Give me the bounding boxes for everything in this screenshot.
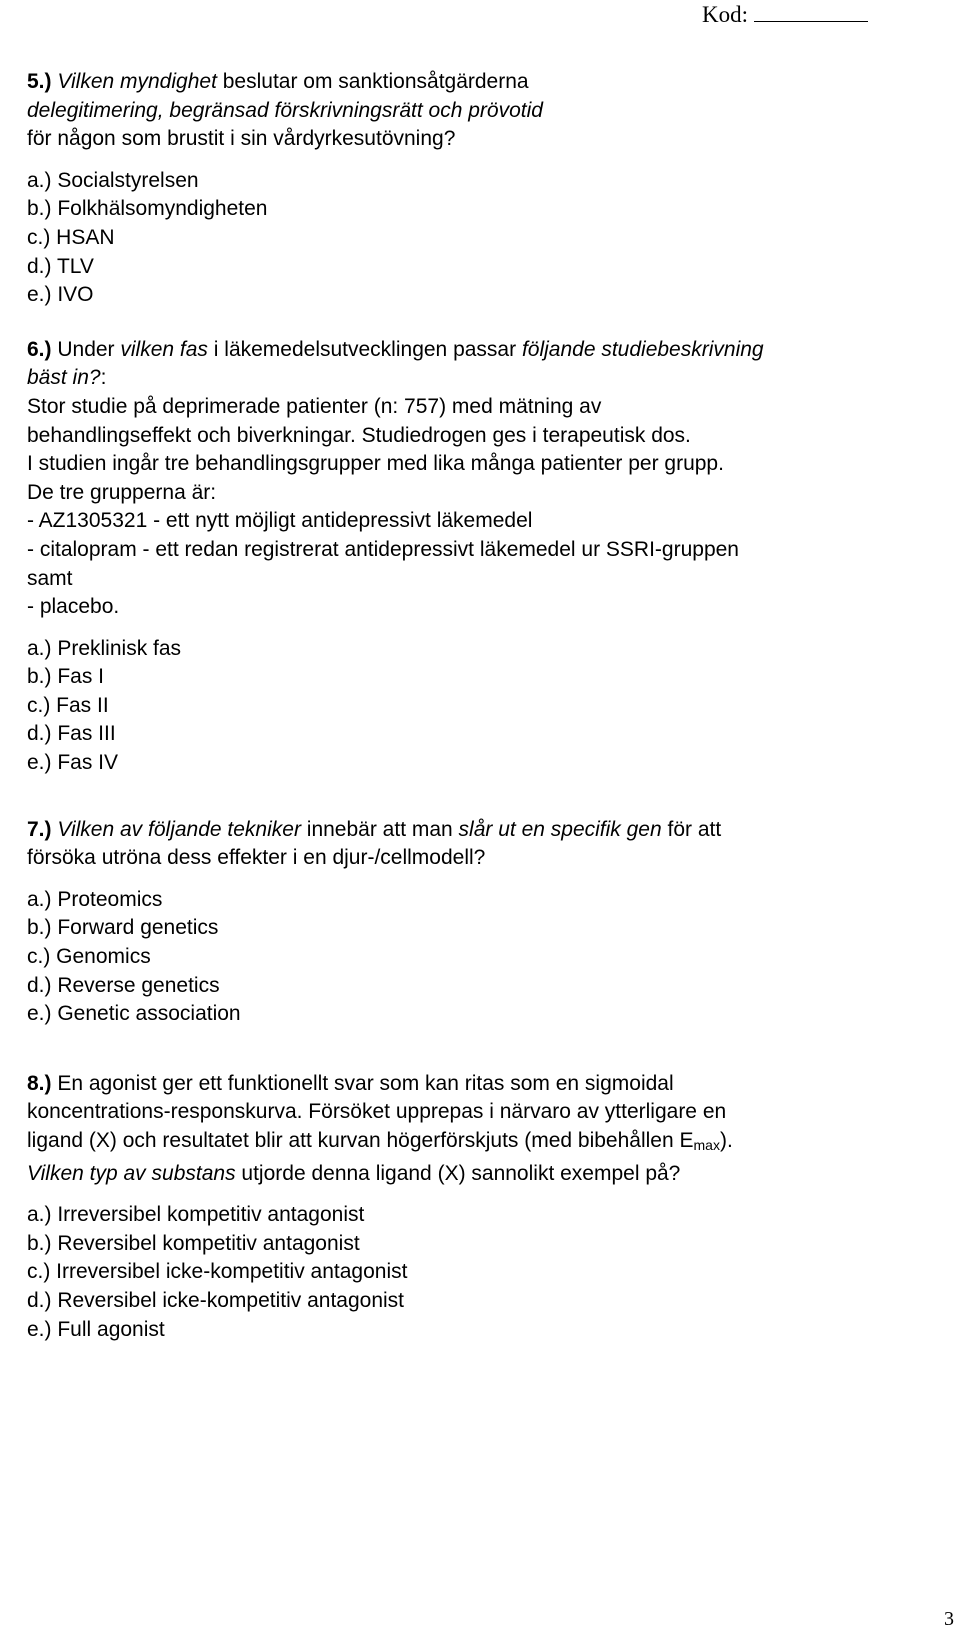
question-5-line-2: delegitimering, begränsad förskrivningsrätt och prövotid [27,98,543,122]
option-a: a.) Irreversibel kompetitiv antagonist [27,1203,365,1227]
option-b: b.) Forward genetics [27,916,219,940]
question-7-options [27,886,927,1029]
question-6-line-1: 6.) Under vilken fas i läkemedelsutvecklingen passar följande studiebeskrivning [27,337,764,361]
page-number: 3 [944,1608,954,1630]
option-a: a.) Socialstyrelsen [27,168,199,192]
question-7-line-2: försöka utröna dess effekter i en djur-/cellmodell? [27,846,486,870]
question-6-number: 6.) [27,337,52,361]
question-6 [27,336,927,778]
option-c: c.) Irreversibel icke-kompetitiv antagonist [27,1260,408,1284]
question-8-line-4: Vilken typ av substans utjorde denna ligand (X) sannolikt exempel på? [27,1161,681,1185]
question-8-options [27,1201,927,1344]
question-5-line-1: 5.) Vilken myndighet beslutar om sanktionsåtgärderna [27,70,529,93]
question-7-number: 7.) [27,817,52,841]
option-d: d.) Reversibel icke-kompetitiv antagonist [27,1288,404,1312]
option-b: b.) Reversibel kompetitiv antagonist [27,1231,360,1255]
question-5-options [27,167,927,310]
study-description-line: Stor studie på deprimerade patienter (n: 757) med mätning av [27,394,602,418]
option-c: c.) HSAN [27,225,115,249]
question-8-line-1: 8.) En agonist ger ett funktionellt svar som kan ritas som en sigmoidal [27,1071,674,1095]
code-field [702,2,868,28]
study-description-line: - placebo. [27,595,120,619]
question-8 [27,1070,927,1344]
option-d: d.) Fas III [27,722,116,746]
code-label: Kod: [702,2,748,27]
exam-content [27,68,927,1344]
study-description-line: I studien ingår tre behandlingsgrupper med lika många patienter per grupp. [27,452,724,476]
question-8-line-3: ligand (X) och resultatet blir att kurvan högerförskjuts (med bibehållen $E_{max}$). [27,1129,733,1153]
option-c: c.) Genomics [27,945,151,969]
option-b: b.) Folkhälsomyndigheten [27,197,268,221]
option-e: e.) Fas IV [27,751,119,775]
question-7-line-1: 7.) Vilken av följande tekniker innebär att man slår ut en specifik gen för att [27,817,722,841]
question-6-options [27,635,927,778]
study-description-line: samt [27,566,73,590]
question-6-line-2: bäst in?: [27,366,107,390]
question-5-line-3: för någon som brustit i sin vårdyrkesutövning? [27,127,456,151]
option-d: d.) TLV [27,254,94,278]
option-d: d.) Reverse genetics [27,973,220,997]
question-5 [27,68,927,310]
study-description-line: - AZ1305321 - ett nytt möjligt antidepressivt läkemedel [27,509,533,533]
option-b: b.) Fas I [27,665,105,689]
option-a: a.) Preklinisk fas [27,636,182,660]
study-description-line: De tre grupperna är: [27,480,217,504]
question-8-number: 8.) [27,1071,52,1095]
question-5-number: 5.) [27,70,52,93]
option-e: e.) Genetic association [27,1002,241,1026]
option-a: a.) Proteomics [27,887,163,911]
code-blank-line [754,3,868,22]
study-description-line: - citalopram - ett redan registrerat antidepressivt läkemedel ur SSRI-gruppen [27,537,739,561]
study-description-line: behandlingseffekt och biverkningar. Studiedrogen ges i terapeutisk dos. [27,423,691,447]
option-e: e.) Full agonist [27,1317,165,1341]
option-c: c.) Fas II [27,693,109,717]
option-e: e.) IVO [27,283,94,307]
question-7 [27,816,927,1029]
question-8-line-2: koncentrations-responskurva. Försöket upprepas i närvaro av ytterligare en [27,1100,727,1124]
